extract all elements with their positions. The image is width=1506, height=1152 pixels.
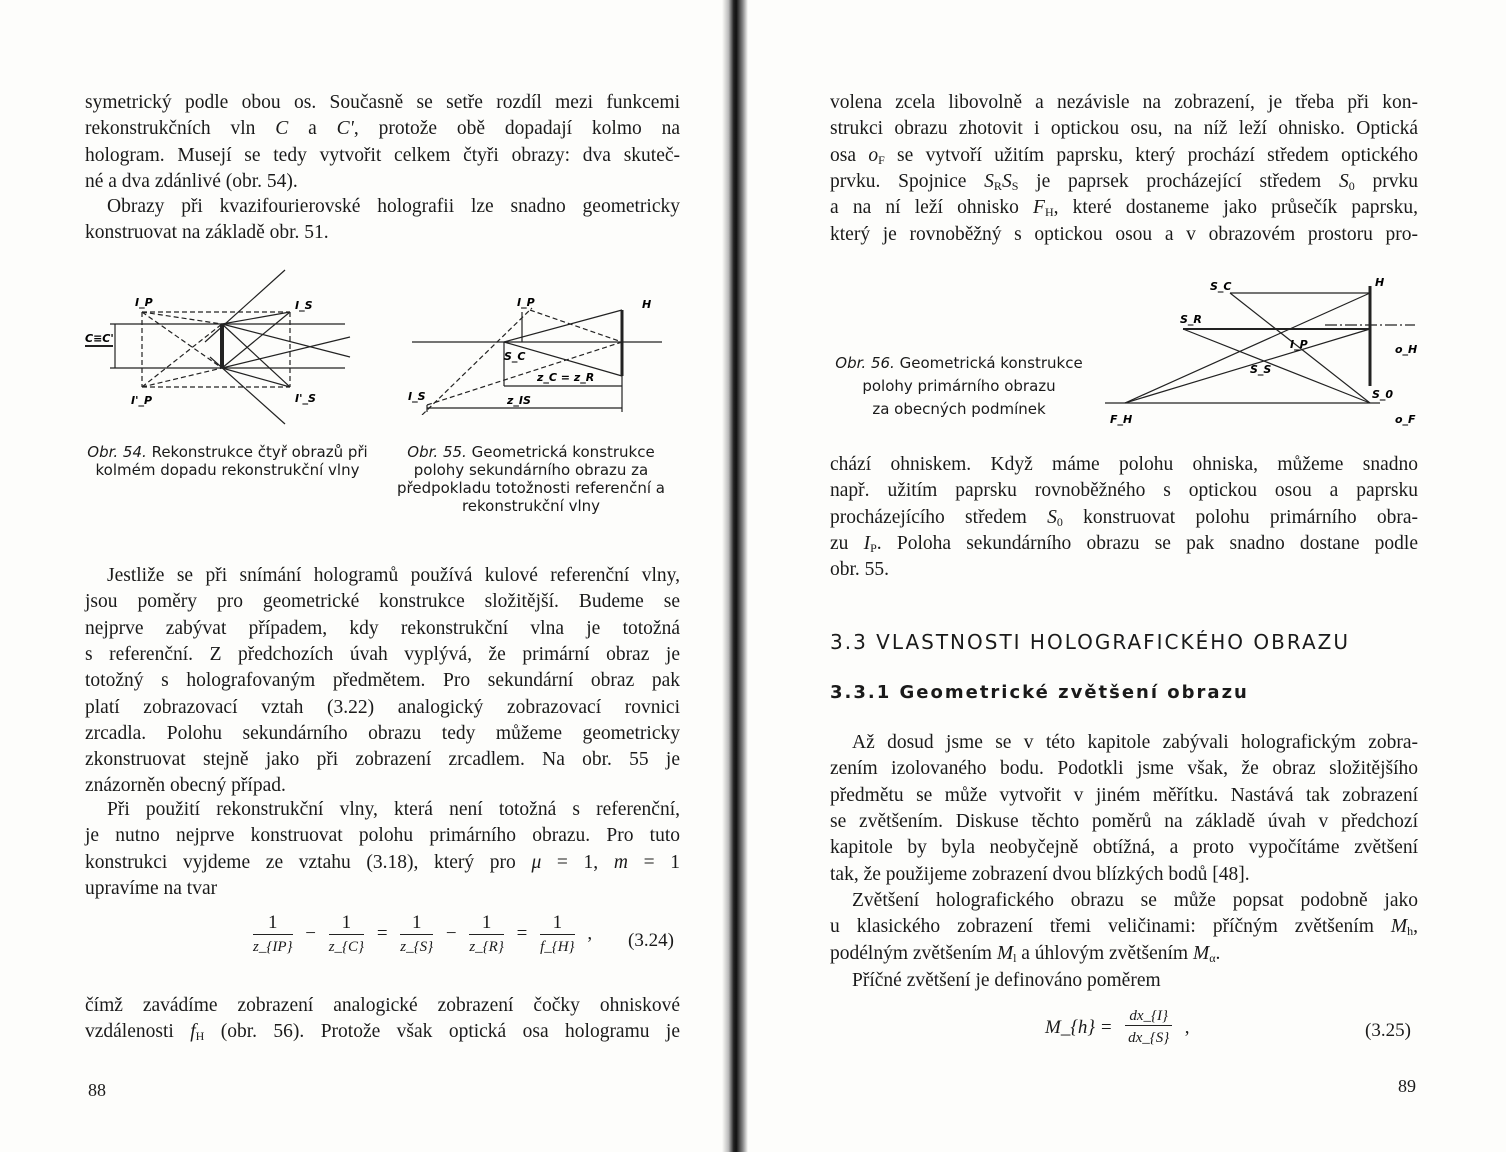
fig56-caption bbox=[830, 352, 1088, 421]
fig56-label-so: S_0 bbox=[1372, 388, 1394, 401]
operator: = bbox=[376, 923, 388, 944]
text-line: Při použití rekonstrukční vlny, která není totožná s referenční, bbox=[107, 799, 680, 820]
equation-3-24-number: (3.24) bbox=[628, 930, 674, 951]
fig55-label-zis: z_IS bbox=[507, 394, 531, 407]
fig55-label-sc: S_C bbox=[504, 350, 526, 363]
fig55-label-zc: z_C = z_R bbox=[537, 371, 595, 384]
book-spine bbox=[722, 0, 748, 1152]
text-line: rekonstrukčních vln C a C', protože obě dopadají kolmo na bbox=[85, 118, 681, 140]
text-line: konstruovat na základě obr. 51. bbox=[85, 222, 329, 244]
fig54-caption-text: Rekonstrukce čtyř obrazů při kolmém dopadu rekonstrukční vlny bbox=[95, 443, 368, 479]
text-line: osa $o_F$ se vytvoří užitím paprsku, který prochází středem optického bbox=[830, 144, 1419, 167]
text-line: né a dva zdánlivé (obr. 54). bbox=[85, 170, 298, 192]
text-line: symetrický podle obou os. Současně se setře rozdíl mezi funkcemi bbox=[85, 92, 680, 113]
fig56-caption-line: polohy primárního obrazu bbox=[862, 377, 1056, 395]
text-line: a na ní leží ohnisko $F_H$, které dostaneme jako průsečík paprsku, bbox=[830, 197, 1418, 220]
denominator: f_{H} bbox=[540, 939, 575, 955]
fig55-label-is: I_S bbox=[408, 390, 426, 403]
text-line: zením izolovaného bodu. Podotkli jsme však, že obraz složitějšího bbox=[830, 758, 1418, 780]
denominator: z_{R} bbox=[469, 939, 504, 955]
text-line: prvku. Spojnice $S_RS_S$ je paprsek procházející středem $S_0$ prvku bbox=[830, 170, 1419, 193]
text-line: procházejícího středem $S_0$ konstruovat polohu primárního obra- bbox=[830, 506, 1419, 529]
denominator: dx_{S} bbox=[1128, 1030, 1170, 1046]
fraction bbox=[1125, 1008, 1172, 1047]
text-line: který je rovnoběžný s optickou osou a v obrazovém prostoru pro- bbox=[830, 223, 1418, 245]
denominator: z_{IP} bbox=[253, 939, 293, 955]
figure-55 bbox=[372, 290, 672, 415]
denominator: z_{S} bbox=[400, 939, 434, 955]
fig56-label-fh: F_H bbox=[1110, 413, 1133, 426]
numerator: 1 bbox=[540, 912, 575, 935]
fig55-caption bbox=[382, 443, 680, 515]
numerator: 1 bbox=[400, 912, 433, 935]
operator: − bbox=[445, 923, 457, 944]
text-line: tak, že použijeme zobrazení dvou blízkých bodů [48]. bbox=[830, 863, 1250, 885]
text-line: je nutno nejprve konstruovat polohu primárního obrazu. Pro tuto bbox=[85, 825, 680, 847]
text-line: kapitole by byla neobyčejně obtížná, a proto vypočítáme zvětšení bbox=[830, 837, 1418, 859]
fig54-caption bbox=[85, 443, 370, 479]
operator: − bbox=[305, 923, 316, 944]
fraction bbox=[469, 912, 504, 956]
text-line: Až dosud jsme se v této kapitole zabývali holografickým zobra- bbox=[852, 732, 1418, 753]
fig55-label-h: H bbox=[642, 298, 652, 311]
text-line: platí zobrazovací vztah (3.22) analogický zobrazovací rovnici bbox=[85, 696, 680, 718]
text-line: zu $I_P$. Poloha sekundárního obrazu se pak snadno dostane podle bbox=[830, 532, 1418, 555]
fraction bbox=[400, 912, 433, 956]
text-line: např. užitím paprsku rovnoběžného s optickou osou a paprsku bbox=[830, 480, 1418, 502]
fraction bbox=[540, 912, 575, 956]
text-line: zrcadla. Polohu sekundárního obrazu tedy můžeme geometricky bbox=[85, 722, 680, 744]
fig56-label-sr: S_R bbox=[1180, 313, 1202, 326]
text-line: upravíme na tvar bbox=[85, 877, 218, 899]
trailing-comma: , bbox=[1184, 1016, 1190, 1038]
page-number-right: 89 bbox=[1398, 1076, 1416, 1096]
fraction bbox=[253, 912, 293, 956]
denominator: z_{C} bbox=[328, 939, 365, 955]
fig56-label-oh: o_H bbox=[1395, 343, 1418, 356]
text-line: Příčné zvětšení je definováno poměrem bbox=[852, 970, 1161, 991]
text-line: Zvětšení holografického obrazu se může popsat podobně jako bbox=[852, 890, 1418, 911]
fig54-label-cc: C≡C' bbox=[85, 332, 114, 345]
text-line: hologram. Musejí se tedy vytvořit celkem čtyři obrazy: dva skuteč- bbox=[85, 144, 680, 166]
text-line: nejprve zabývat případem, kdy rekonstrukční vlna je totožná bbox=[85, 617, 680, 639]
text-line: chází ohniskem. Když máme polohu ohniska, můžeme snadno bbox=[830, 454, 1418, 475]
text-line: vzdálenosti $f_H$ (obr. 56). Protože však optická osa hologramu je bbox=[85, 1021, 680, 1044]
numerator: dx_{I} bbox=[1125, 1008, 1172, 1026]
fig56-label-ss: S_S bbox=[1250, 363, 1272, 376]
text-line: volena zcela libovolně a nezávisle na zobrazení, je třeba při kon- bbox=[830, 92, 1418, 113]
text-line: obr. 55. bbox=[830, 559, 890, 581]
fraction bbox=[329, 912, 364, 956]
fig55-label-ip: I_P bbox=[517, 296, 535, 309]
text-line: znázorněn obecný případ. bbox=[85, 775, 286, 797]
numerator: 1 bbox=[329, 912, 364, 935]
text-line: Obrazy při kvazifourierovské holografii lze snadno geometricky bbox=[107, 196, 680, 217]
text-line: konstrukci vyjdeme ze vztahu (3.18), který pro μ = 1, m = 1 bbox=[85, 851, 681, 873]
fig56-label-of: o_F bbox=[1395, 413, 1416, 426]
fig56-caption-label: Obr. 56. bbox=[835, 354, 895, 372]
numerator: 1 bbox=[469, 912, 504, 935]
fig55-caption-text: Geometrická konstrukce polohy sekundárního obrazu za předpokladu totožnosti referenční a rekonstrukční vlny bbox=[397, 443, 665, 515]
text-line: čímž zavádíme zobrazení analogické zobrazení čočky ohniskové bbox=[85, 995, 680, 1016]
text-line: jsou poměry pro geometrické konstrukce složitější. Budeme se bbox=[85, 591, 680, 613]
equation-3-25-number: (3.25) bbox=[1365, 1020, 1411, 1041]
text-line: se zvětšením. Diskuse těchto poměrů na základě úvah v předchozí bbox=[830, 810, 1418, 832]
equation-3-24 bbox=[250, 912, 597, 956]
equation-3-25 bbox=[1040, 1008, 1195, 1047]
fig54-caption-label: Obr. 54. bbox=[87, 443, 147, 461]
numerator: 1 bbox=[253, 912, 293, 935]
text-line: předmětu se může vytvořit v jiném měřítku. Nastává tak zobrazení bbox=[830, 784, 1418, 806]
fig56-label-sc: S_C bbox=[1210, 280, 1232, 293]
text-line: totožný s holografovaným předmětem. Pro sekundární obraz pak bbox=[85, 670, 680, 692]
fig54-label-ip: I_P bbox=[135, 296, 153, 309]
text-line: zkonstruovat stejně jako při zobrazení zrcadlem. Na obr. 55 je bbox=[85, 749, 680, 771]
figure-54 bbox=[85, 262, 355, 427]
text-line: Jestliže se při snímání hologramů používá kulové referenční vlny, bbox=[107, 565, 680, 586]
fig56-label-h: H bbox=[1375, 276, 1385, 289]
fig56-label-ip: I_P bbox=[1290, 338, 1308, 351]
fig54-label-isp: I'_S bbox=[295, 392, 316, 405]
trailing-comma: , bbox=[587, 923, 593, 944]
fig56-caption-line: Geometrická konstrukce bbox=[899, 354, 1083, 372]
text-line: s referenční. Z předchozích úvah vyplývá, že primární obraz je bbox=[85, 643, 680, 665]
fig56-caption-line: za obecných podmínek bbox=[872, 400, 1046, 418]
fig54-label-is: I_S bbox=[295, 299, 313, 312]
figure-56 bbox=[1090, 268, 1430, 428]
text-line: u klasického zobrazení třemi veličinami: příčným zvětšením $M_h$, bbox=[830, 916, 1418, 939]
page-number-left: 88 bbox=[88, 1080, 106, 1100]
text-line: strukci obrazu zhotovit i optickou osu, na níž leží ohnisko. Optická bbox=[830, 118, 1418, 140]
fig54-label-ipp: I'_P bbox=[131, 394, 153, 407]
operator: = bbox=[516, 923, 528, 944]
fig55-caption-label: Obr. 55. bbox=[407, 443, 467, 461]
text-line: podélným zvětšením $M_l$ a úhlovým zvětšením $M_\alpha$. bbox=[830, 942, 1221, 965]
subsection-heading: 3.3.1 Geometrické zvětšení obrazu bbox=[830, 682, 1249, 703]
section-heading: 3.3 VLASTNOSTI HOLOGRAFICKÉHO OBRAZU bbox=[830, 630, 1350, 654]
equation-lhs: M_{h} = bbox=[1045, 1016, 1113, 1038]
